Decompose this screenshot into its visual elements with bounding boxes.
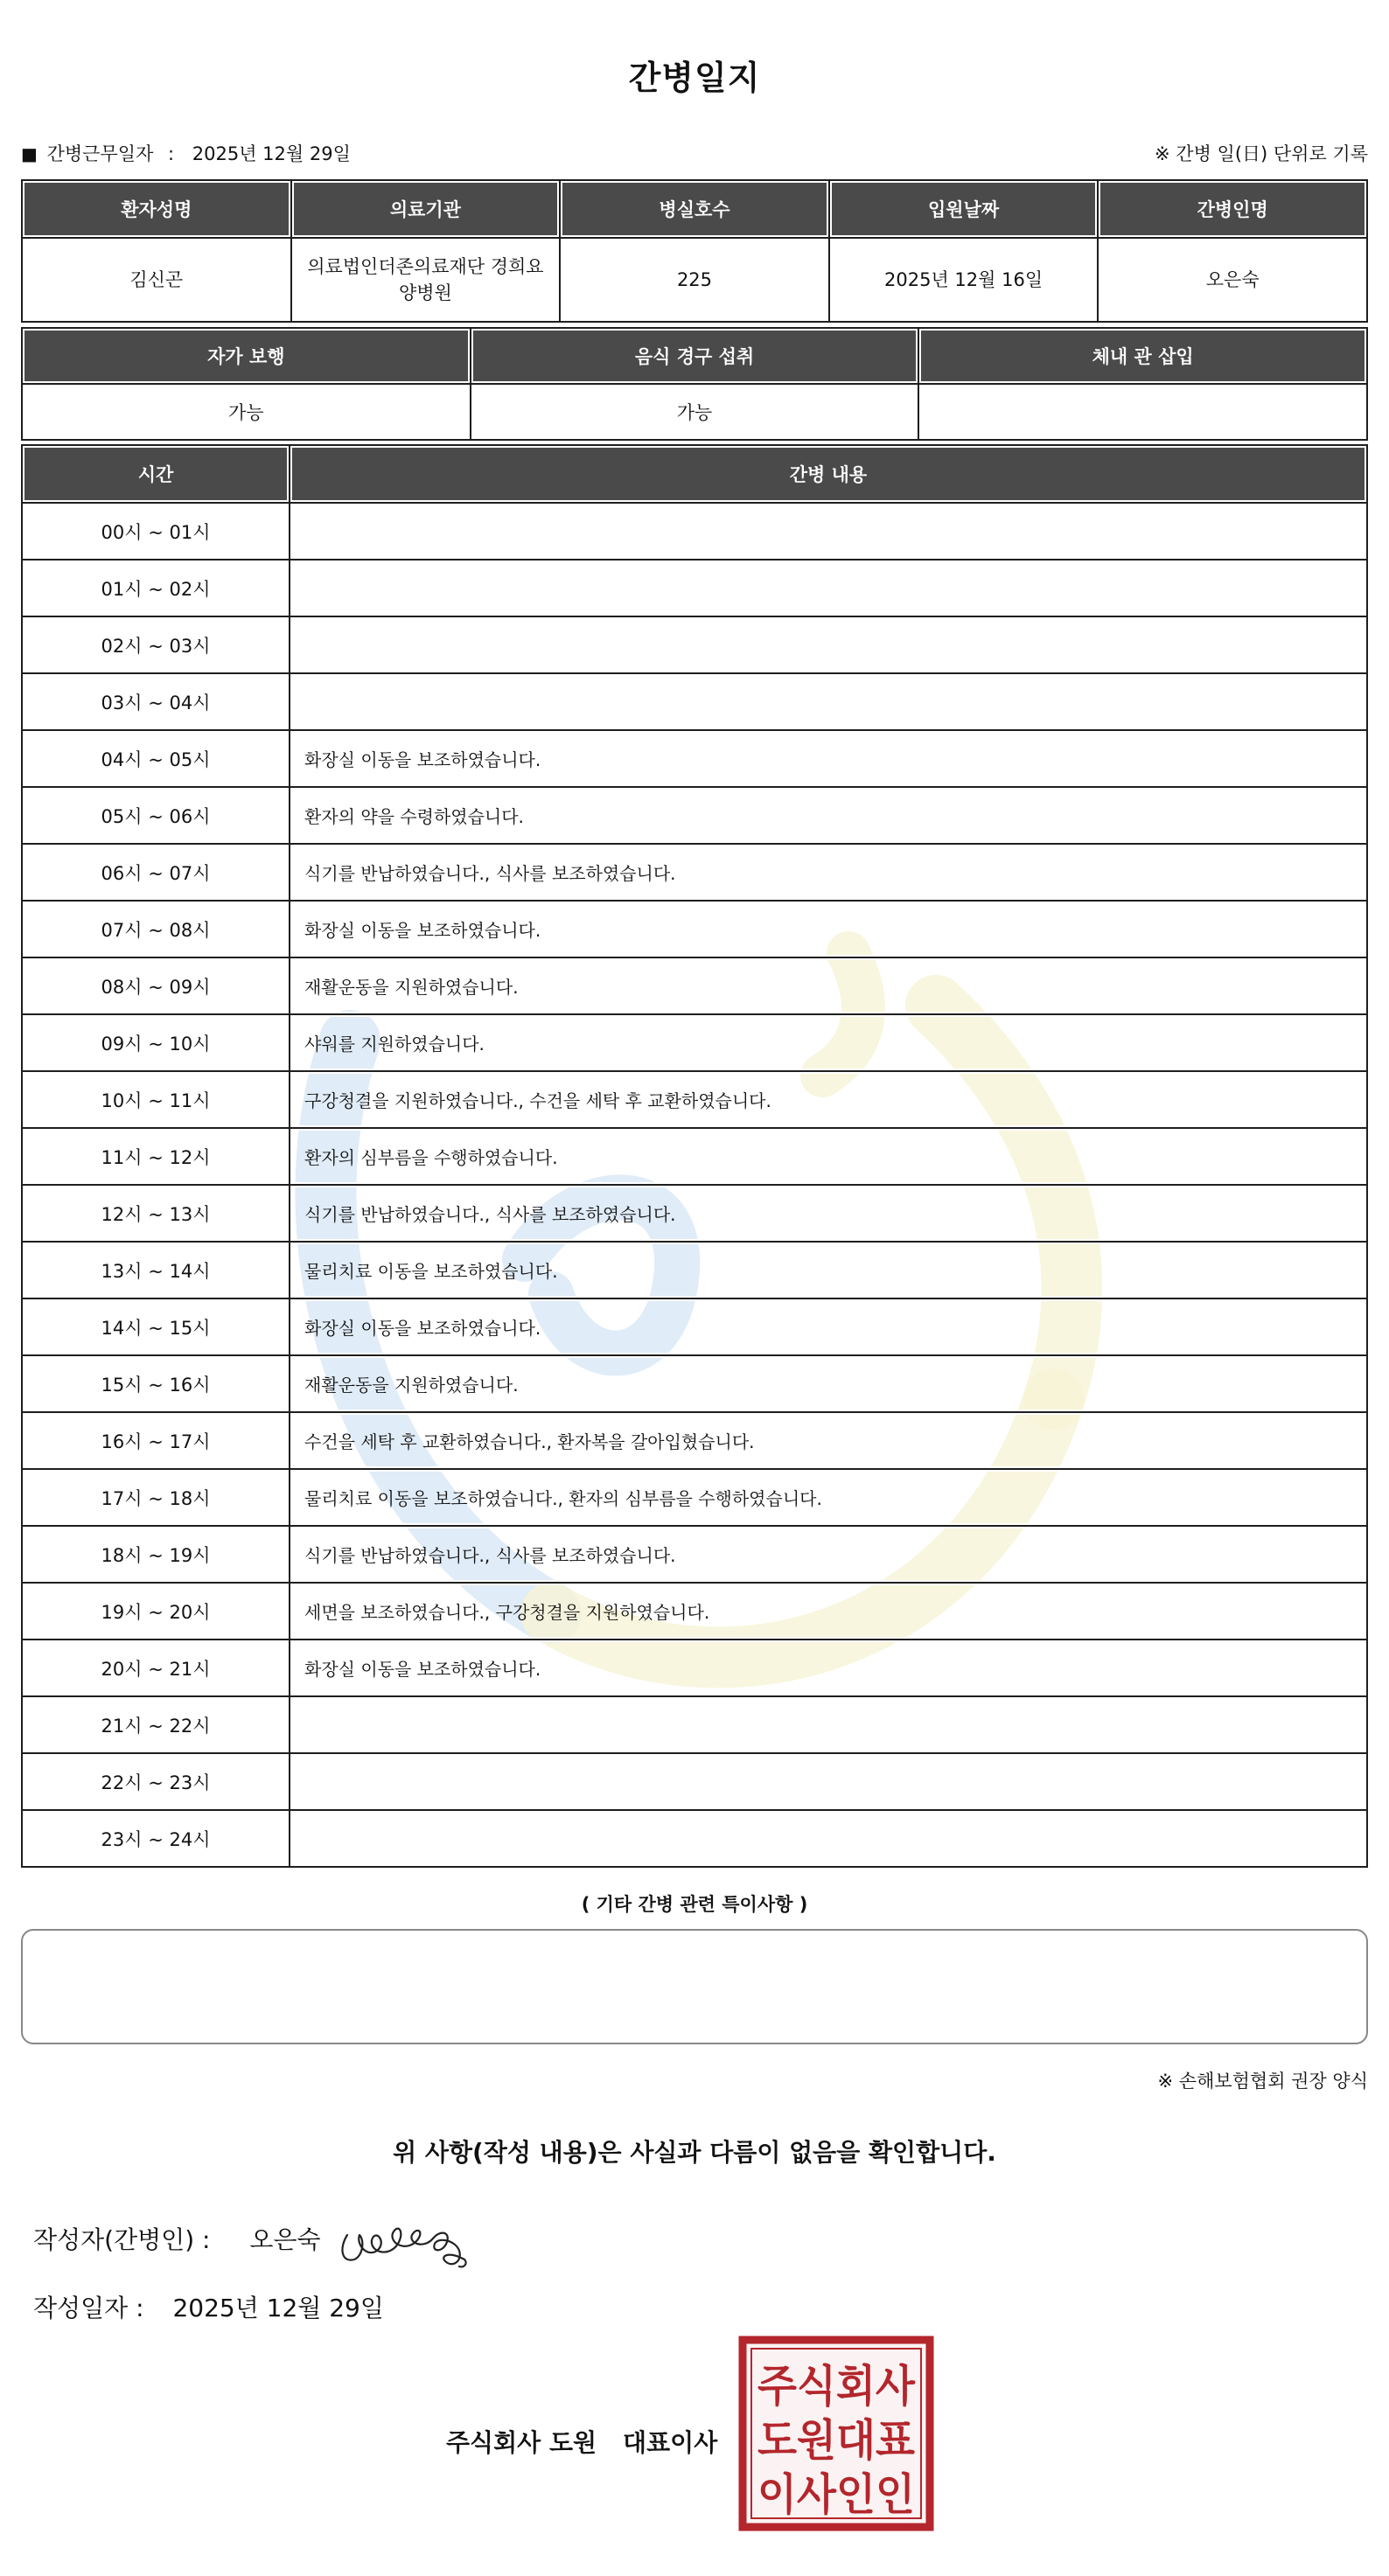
confirmation-statement: 위 사항(작성 내용)은 사실과 다름이 없음을 확인합니다. <box>393 2138 996 2167</box>
seal-line-1: 주식회사 <box>757 2361 916 2412</box>
patient-status-table <box>21 327 1368 441</box>
log-content <box>290 616 1367 673</box>
log-row <box>22 1526 1367 1583</box>
seal-line-3: 이사인인 <box>757 2469 915 2520</box>
log-content: 식기를 반납하였습니다., 식사를 보조하였습니다. <box>290 844 1367 901</box>
log-time: 04시 ~ 05시 <box>22 730 290 787</box>
log-content: 물리치료 이동을 보조하였습니다., 환자의 심부름을 수행하였습니다. <box>290 1469 1367 1526</box>
log-time: 12시 ~ 13시 <box>22 1185 290 1242</box>
log-row <box>22 1753 1367 1810</box>
care-log-rows <box>22 503 1367 1867</box>
log-time: 06시 ~ 07시 <box>22 844 290 901</box>
daily-unit-note: ※ 간병 일(日) 단위로 기록 <box>1155 143 1368 164</box>
log-time: 11시 ~ 12시 <box>22 1128 290 1185</box>
company-seal-icon <box>737 2335 935 2532</box>
log-content <box>290 503 1367 560</box>
work-date-label: 간병근무일자 <box>46 143 154 164</box>
remarks-title: ( 기타 간병 관련 특이사항 ) <box>581 1894 808 1915</box>
log-row <box>22 1071 1367 1128</box>
header-patient-name: 환자성명 <box>22 180 291 238</box>
log-time: 05시 ~ 06시 <box>22 787 290 844</box>
log-content: 세면을 보조하였습니다., 구강청결을 지원하였습니다. <box>290 1583 1367 1640</box>
header-caregiver-name: 간병인명 <box>1098 180 1367 238</box>
log-content <box>290 560 1367 616</box>
log-row <box>22 1412 1367 1469</box>
header-time: 시간 <box>22 445 290 503</box>
log-time: 19시 ~ 20시 <box>22 1583 290 1640</box>
log-time: 16시 ~ 17시 <box>22 1412 290 1469</box>
hospital-name <box>291 238 561 322</box>
header-care-content: 간병 내용 <box>290 445 1367 503</box>
log-time: 13시 ~ 14시 <box>22 1242 290 1298</box>
company-line <box>446 2424 717 2459</box>
header-admission-date: 입원날짜 <box>829 180 1099 238</box>
writer-line <box>33 2221 321 2256</box>
tube-insertion-value <box>918 384 1367 440</box>
log-time: 10시 ~ 11시 <box>22 1071 290 1128</box>
log-time: 14시 ~ 15시 <box>22 1298 290 1355</box>
log-time: 03시 ~ 04시 <box>22 673 290 730</box>
log-time: 08시 ~ 09시 <box>22 957 290 1014</box>
header-oral-intake: 음식 경구 섭취 <box>471 328 919 384</box>
log-content: 물리치료 이동을 보조하였습니다. <box>290 1242 1367 1298</box>
log-time: 20시 ~ 21시 <box>22 1640 290 1696</box>
log-row <box>22 1014 1367 1071</box>
log-time: 17시 ~ 18시 <box>22 1469 290 1526</box>
work-date-colon: : <box>168 143 175 164</box>
log-row <box>22 1640 1367 1696</box>
log-content <box>290 1696 1367 1753</box>
log-row <box>22 787 1367 844</box>
log-content: 수건을 세탁 후 교환하였습니다., 환자복을 갈아입혔습니다. <box>290 1412 1367 1469</box>
log-time: 22시 ~ 23시 <box>22 1753 290 1810</box>
log-time: 15시 ~ 16시 <box>22 1355 290 1412</box>
log-content: 재활운동을 지원하였습니다. <box>290 957 1367 1014</box>
log-content: 구강청결을 지원하였습니다., 수건을 세탁 후 교환하였습니다. <box>290 1071 1367 1128</box>
log-content: 식기를 반납하였습니다., 식사를 보조하였습니다. <box>290 1526 1367 1583</box>
company-name: 주식회사 도원 <box>446 2428 597 2457</box>
log-content: 화장실 이동을 보조하였습니다. <box>290 730 1367 787</box>
patient-info-table <box>21 179 1368 323</box>
log-content: 재활운동을 지원하였습니다. <box>290 1355 1367 1412</box>
log-row <box>22 503 1367 560</box>
written-date-label: 작성일자 : <box>33 2294 144 2322</box>
log-row <box>22 1469 1367 1526</box>
log-time: 01시 ~ 02시 <box>22 560 290 616</box>
log-content <box>290 1753 1367 1810</box>
header-hospital: 의료기관 <box>291 180 561 238</box>
log-row <box>22 1810 1367 1867</box>
header-tube-insertion: 체내 관 삽입 <box>918 328 1367 384</box>
log-time: 07시 ~ 08시 <box>22 901 290 957</box>
log-row <box>22 1583 1367 1640</box>
log-time: 00시 ~ 01시 <box>22 503 290 560</box>
written-date-value: 2025년 12월 29일 <box>172 2294 384 2322</box>
work-date-value: 2025년 12월 29일 <box>192 143 351 164</box>
log-content: 화장실 이동을 보조하였습니다. <box>290 901 1367 957</box>
log-row <box>22 673 1367 730</box>
log-row <box>22 1128 1367 1185</box>
log-row <box>22 560 1367 616</box>
log-content: 화장실 이동을 보조하였습니다. <box>290 1298 1367 1355</box>
log-content: 환자의 약을 수령하였습니다. <box>290 787 1367 844</box>
self-walking-value: 가능 <box>22 384 471 440</box>
patient-name: 김신곤 <box>22 238 291 322</box>
company-representative-title: 대표이사 <box>623 2428 718 2457</box>
room-number: 225 <box>560 238 829 322</box>
signature-icon <box>337 2205 477 2275</box>
written-date <box>33 2289 384 2324</box>
form-source-note: ※ 손해보험협회 권장 양식 <box>1157 2071 1368 2092</box>
log-time: 18시 ~ 19시 <box>22 1526 290 1583</box>
log-time: 09시 ~ 10시 <box>22 1014 290 1071</box>
care-log-table <box>21 444 1368 1868</box>
hospital-name-line2: 양병원 <box>398 282 452 303</box>
log-time: 21시 ~ 22시 <box>22 1696 290 1753</box>
log-content: 화장실 이동을 보조하였습니다. <box>290 1640 1367 1696</box>
seal-line-2: 도원대표 <box>757 2415 916 2466</box>
remarks-box <box>21 1929 1368 2044</box>
header-room: 병실호수 <box>560 180 829 238</box>
work-date <box>21 140 351 166</box>
log-row <box>22 901 1367 957</box>
log-time: 23시 ~ 24시 <box>22 1810 290 1867</box>
log-row <box>22 844 1367 901</box>
log-row <box>22 730 1367 787</box>
square-marker-icon: ■ <box>21 143 38 164</box>
log-content: 샤워를 지원하였습니다. <box>290 1014 1367 1071</box>
log-row <box>22 1242 1367 1298</box>
log-content <box>290 673 1367 730</box>
log-row <box>22 616 1367 673</box>
log-row <box>22 1185 1367 1242</box>
hospital-name-line1: 의료법인더존의료재단 경희요 <box>307 256 544 277</box>
document-title: 간병일지 <box>628 59 761 97</box>
log-time: 02시 ~ 03시 <box>22 616 290 673</box>
writer-name: 오은숙 <box>249 2225 321 2254</box>
caregiver-name: 오은숙 <box>1098 238 1367 322</box>
admission-date: 2025년 12월 16일 <box>829 238 1099 322</box>
writer-label: 작성자(간병인) : <box>33 2225 211 2254</box>
log-row <box>22 1355 1367 1412</box>
log-content <box>290 1810 1367 1867</box>
log-row <box>22 957 1367 1014</box>
oral-intake-value: 가능 <box>471 384 919 440</box>
log-row <box>22 1298 1367 1355</box>
log-content: 식기를 반납하였습니다., 식사를 보조하였습니다. <box>290 1185 1367 1242</box>
log-content: 환자의 심부름을 수행하였습니다. <box>290 1128 1367 1185</box>
header-self-walking: 자가 보행 <box>22 328 471 384</box>
log-row <box>22 1696 1367 1753</box>
